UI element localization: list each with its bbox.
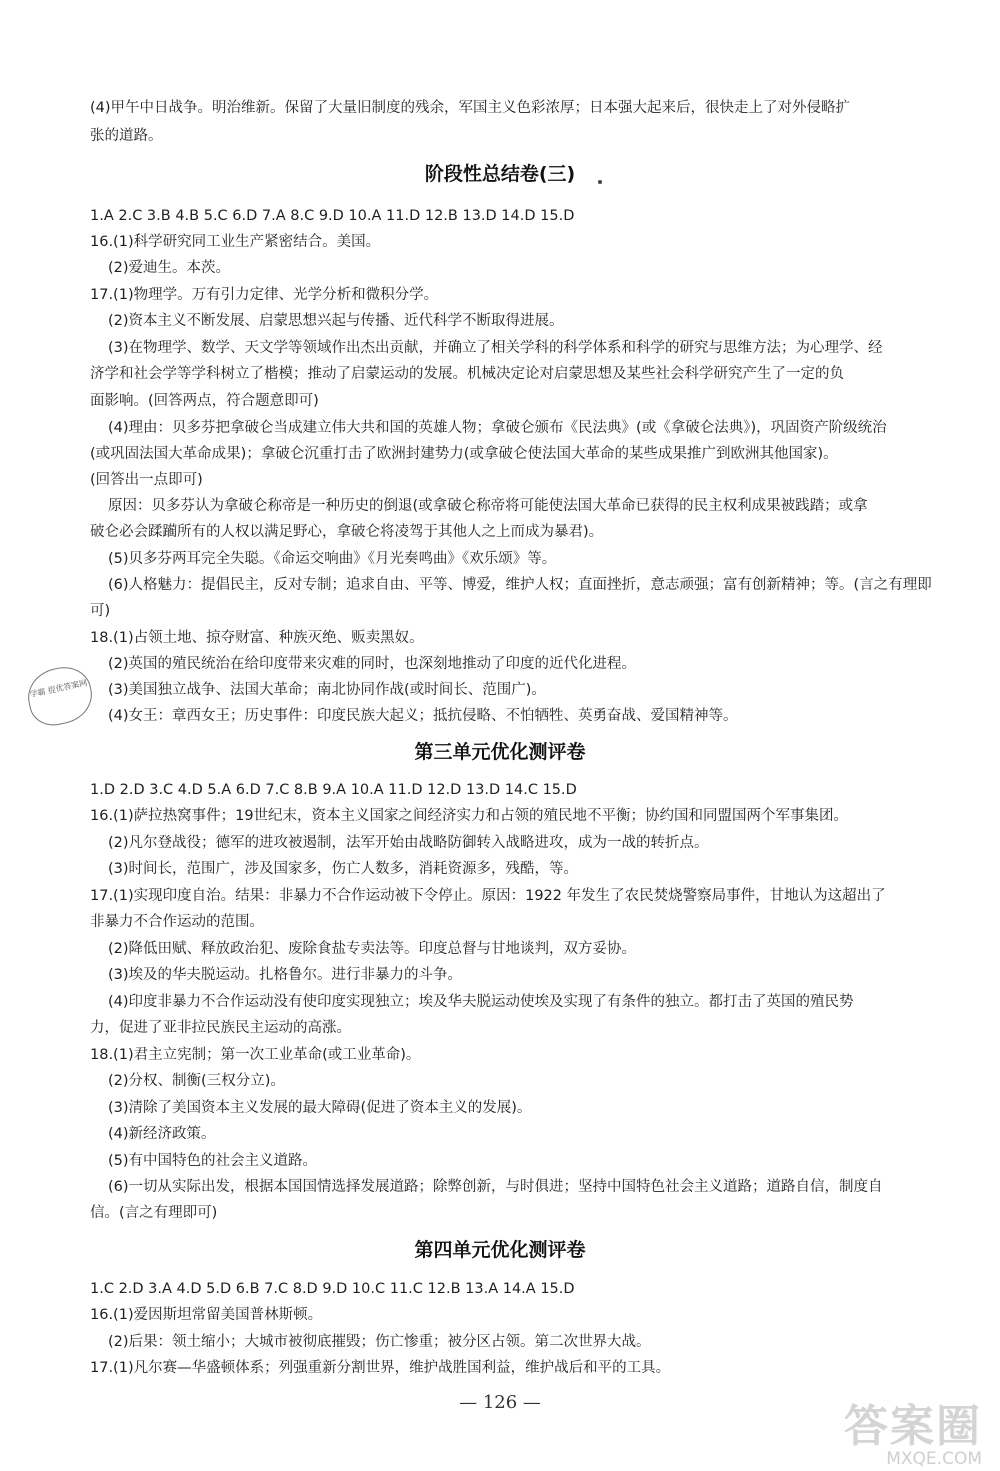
- text-line: 原因：贝多芬认为拿破仑称帝是一种历史的倒退(或拿破仑称帝将可能使法国大革命已获得的民主权利成果被践踏；或拿: [108, 498, 868, 514]
- stamp-text: 学霸 提优答案网: [28, 678, 89, 700]
- text-line: (3)美国独立战争、法国大革命；南北协同作战(或时间长、范围广)。: [108, 682, 546, 698]
- text-line: 张的道路。: [90, 128, 163, 144]
- watermark-text: MXQE.COM: [886, 1449, 982, 1469]
- text-line: (3)时间长，范围广，涉及国家多，伤亡人数多，消耗资源多，残酷，等。: [108, 861, 579, 877]
- text-line: 破仑必会蹂躏所有的人权以满足野心，拿破仑将凌驾于其他人之上而成为暴君)。: [90, 524, 604, 540]
- text-line: (2)降低田赋、释放政治犯、废除食盐专卖法等。印度总督与甘地谈判，双方妥协。: [108, 941, 637, 957]
- text-line: (2)英国的殖民统治在给印度带来灾难的同时，也深刻地推动了印度的近代化进程。: [108, 656, 637, 672]
- text-line: 16.(1)科学研究同工业生产紧密结合。美国。: [90, 234, 381, 250]
- text-line: 17.(1)物理学。万有引力定律、光学分析和微积分学。: [90, 287, 439, 303]
- text-line: 力，促进了亚非拉民族民主运动的高涨。: [90, 1020, 351, 1036]
- page-number: — 126 —: [459, 1392, 541, 1413]
- text-line: (5)贝多芬两耳完全失聪。《命运交响曲》《月光奏鸣曲》《欢乐颂》等。: [108, 551, 557, 567]
- text-line: 18.(1)君主立宪制；第一次工业革命(或工业革命)。: [90, 1047, 421, 1063]
- text-line: (2)分权、制衡(三权分立)。: [108, 1073, 285, 1089]
- text-line: 信。(言之有理即可): [90, 1205, 218, 1221]
- section-title: 第四单元优化测评卷: [414, 1239, 586, 1261]
- answer-key: 1.A 2.C 3.B 4.B 5.C 6.D 7.A 8.C 9.D 10.A 11.D 12.B 13.D 14.D 15.D: [90, 208, 575, 224]
- text-line: (4)甲午中日战争。明治维新。保留了大量旧制度的残余，军国主义色彩浓厚；日本强大起来后，很快走上了对外侵略扩: [90, 100, 851, 116]
- text-line: (或巩固法国大革命成果)；拿破仑沉重打击了欧洲封建势力(或拿破仑使法国大革命的某些成果推广到欧洲其他国家)。: [90, 446, 838, 462]
- text-line: 17.(1)实现印度自治。结果：非暴力不合作运动被下令停止。原因：1922 年发生了农民焚烧警察局事件，甘地认为这超出了: [90, 888, 886, 904]
- text-line: (4)理由：贝多芬把拿破仑当成建立伟大共和国的英雄人物；拿破仑颁布《民法典》(或《拿破仑法典》)，巩固资产阶级统治: [108, 420, 887, 436]
- text-line: (2)爱迪生。本茨。: [108, 260, 231, 276]
- stamp-logo: [23, 662, 97, 730]
- text-line: 面影响。(回答两点，符合题意即可): [90, 393, 319, 409]
- text-line: 济学和社会学等学科树立了楷模；推动了启蒙运动的发展。机械决定论对启蒙思想及某些社会科学研究产生了一定的负: [90, 366, 844, 382]
- text-line: (3)在物理学、数学、天文学等领域作出杰出贡献，并确立了相关学科的科学体系和科学的研究与思维方法；为心理学、经: [108, 340, 883, 356]
- answer-key: 1.C 2.D 3.A 4.D 5.D 6.B 7.C 8.D 9.D 10.C 11.C 12.B 13.A 14.A 15.D: [90, 1281, 575, 1297]
- text-line: (3)埃及的华夫脱运动。扎格鲁尔。进行非暴力的斗争。: [108, 967, 463, 983]
- watermark-logo-icon: 答案圈: [844, 1401, 982, 1452]
- ink-dot: [598, 180, 602, 184]
- text-line: (4)印度非暴力不合作运动没有使印度实现独立；埃及华夫脱运动使埃及实现了有条件的独立。都打击了英国的殖民势: [108, 994, 854, 1010]
- answer-key: 1.D 2.D 3.C 4.D 5.A 6.D 7.C 8.B 9.A 10.A 11.D 12.D 13.D 14.C 15.D: [90, 782, 577, 798]
- text-line: (2)后果：领土缩小；大城市被彻底摧毁；伤亡惨重；被分区占领。第二次世界大战。: [108, 1334, 651, 1350]
- text-line: (2)资本主义不断发展、启蒙思想兴起与传播、近代科学不断取得进展。: [108, 313, 564, 329]
- text-line: 17.(1)凡尔赛—华盛顿体系；列强重新分割世界，维护战胜国利益，维护战后和平的工具。: [90, 1360, 671, 1376]
- text-line: (6)人格魅力：提倡民主，反对专制；追求自由、平等、博爱，维护人权；直面挫折，意志顽强；富有创新精神；等。(言之有理即: [108, 577, 932, 593]
- watermark: [812, 1401, 982, 1469]
- text-line: (3)清除了美国资本主义发展的最大障碍(促进了资本主义的发展)。: [108, 1100, 532, 1116]
- text-line: 16.(1)爱因斯坦常留美国普林斯顿。: [90, 1307, 323, 1323]
- section-title: 阶段性总结卷(三): [424, 163, 576, 185]
- text-line: (回答出一点即可): [90, 472, 203, 488]
- text-line: (5)有中国特色的社会主义道路。: [108, 1153, 318, 1169]
- section-title: 第三单元优化测评卷: [414, 741, 586, 763]
- text-line: (2)凡尔登战役；德军的进攻被遏制，法军开始由战略防御转入战略进攻，成为一战的转折点。: [108, 835, 709, 851]
- text-line: 可): [90, 603, 111, 619]
- text-line: 18.(1)占领土地、掠夺财富、种族灭绝、贩卖黑奴。: [90, 630, 424, 646]
- text-line: 非暴力不合作运动的范围。: [90, 914, 264, 930]
- text-line: (6)一切从实际出发，根据本国国情选择发展道路；除弊创新，与时俱进；坚持中国特色社会主义道路；道路自信，制度自: [108, 1179, 883, 1195]
- text-line: (4)新经济政策。: [108, 1126, 216, 1142]
- text-line: 16.(1)萨拉热窝事件；19世纪末，资本主义国家之间经济实力和占领的殖民地不平衡；协约国和同盟国两个军事集团。: [90, 808, 849, 824]
- text-line: (4)女王：章西女王；历史事件：印度民族大起义；抵抗侵略、不怕牺牲、英勇奋战、爱国精神等。: [108, 708, 738, 724]
